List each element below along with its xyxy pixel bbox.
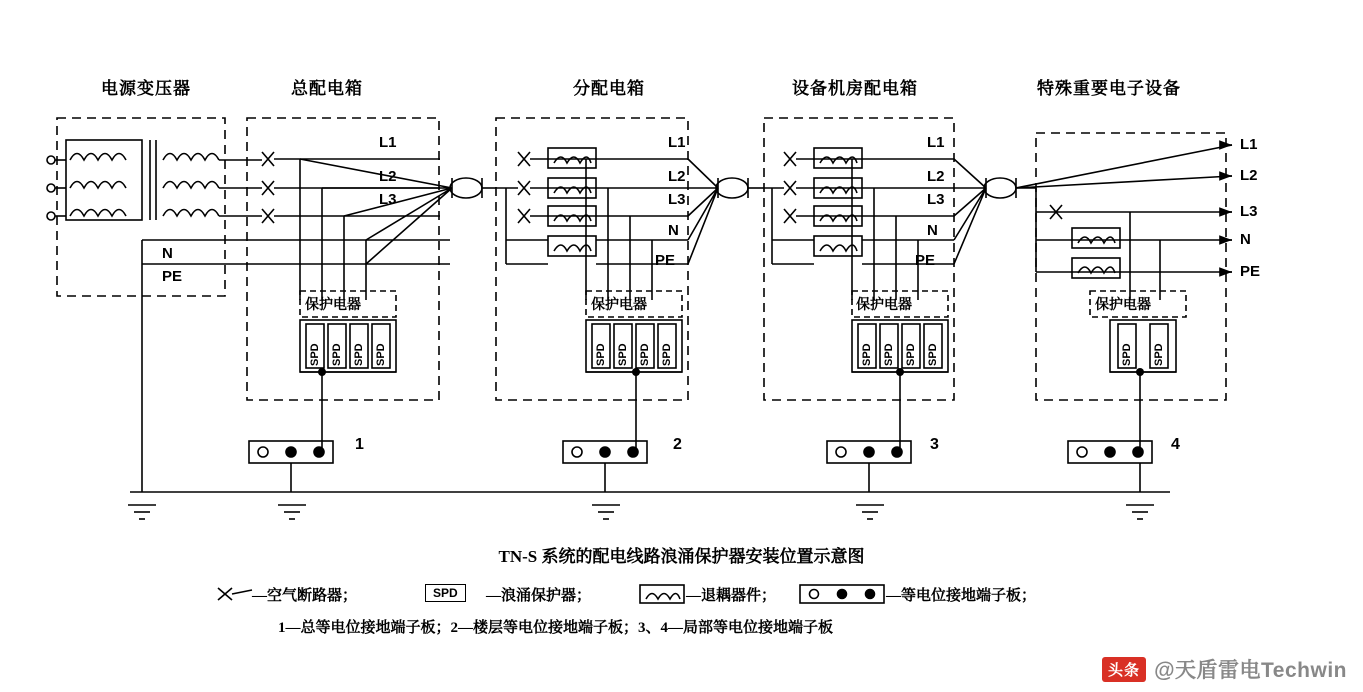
rail-label-l2-stage1: L2: [379, 168, 397, 185]
cable-coupler-2: [688, 159, 764, 264]
protector-label-3: 保护电器: [856, 296, 912, 312]
earth-bar-number-2: 2: [673, 436, 682, 453]
ground-symbol-1: [278, 505, 306, 519]
legend-decoupling-text: —退耦器件；: [686, 588, 777, 604]
earth-bar-2: [563, 441, 647, 492]
breaker-stage3: [784, 152, 954, 223]
spd-label-2-3: SPD: [639, 343, 651, 366]
spd-label-3-1: SPD: [861, 343, 873, 366]
rail-label-l1-stage1: L1: [379, 134, 397, 151]
legend-numbers-text: 1—总等电位接地端子板；2—楼层等电位接地端子板；3、4—局部等电位接地端子板: [278, 620, 834, 636]
header-transformer: 电源变压器: [101, 79, 191, 98]
decoupling-stage2: [548, 148, 596, 256]
legend-spd-text: —浪涌保护器；: [486, 588, 592, 604]
spd-label-1-2: SPD: [331, 343, 343, 366]
rail-label-l3-stage3: L3: [927, 191, 945, 208]
watermark-text: @天盾雷电Techwin: [1154, 659, 1347, 682]
header-main-distribution-box: 总配电箱: [291, 79, 363, 98]
rail-label-l1-stage2: L1: [668, 134, 686, 151]
spd-label-3-2: SPD: [883, 343, 895, 366]
legend-decoupling-symbol: [640, 585, 684, 603]
cable-coupler-1: [300, 159, 496, 264]
rail-label-l3-stage2: L3: [668, 191, 686, 208]
spd-rail-4: [1110, 320, 1176, 372]
rail-label-l3-stage1: L3: [379, 191, 397, 208]
protector-label-1: 保护电器: [305, 296, 361, 312]
earth-bar-number-1: 1: [355, 436, 364, 453]
rail-label-pe-stage1: PE: [162, 268, 183, 285]
rail-label-n-output: N: [1240, 231, 1251, 248]
ground-symbol-transformer: [128, 505, 156, 519]
rail-label-l1-output: L1: [1240, 136, 1258, 153]
legend-breaker-symbol: [218, 588, 252, 600]
watermark-badge: 头条: [1102, 657, 1146, 682]
rail-label-n-stage1: N: [162, 245, 173, 262]
spd-label-4-2: SPD: [1153, 343, 1165, 366]
rail-label-l2-stage2: L2: [668, 168, 686, 185]
rail-label-pe-output: PE: [1240, 263, 1261, 280]
spd-label-4-1: SPD: [1121, 343, 1133, 366]
ground-symbol-4: [1126, 505, 1154, 519]
ground-symbol-3: [856, 505, 884, 519]
rail-label-n-stage3: N: [927, 222, 938, 239]
legend-spd-box: SPD: [425, 584, 466, 602]
cable-coupler-3: [954, 159, 1036, 264]
legend-breaker-text: —空气断路器；: [252, 588, 358, 604]
spd-label-1-1: SPD: [309, 343, 321, 366]
earth-bar-1: [249, 441, 333, 492]
rail-label-pe-stage3: PE: [915, 252, 936, 269]
spd-label-2-1: SPD: [595, 343, 607, 366]
decoupling-stage3: [814, 148, 862, 256]
ground-symbol-2: [592, 505, 620, 519]
rail-label-l1-stage3: L1: [927, 134, 945, 151]
header-equipment-room-box: 设备机房配电箱: [792, 79, 918, 98]
enclosure-transformer: [57, 118, 225, 296]
spd-label-1-3: SPD: [353, 343, 365, 366]
spd-label-3-4: SPD: [927, 343, 939, 366]
legend-earthbar-text: —等电位接地端子板；: [886, 588, 1037, 604]
spd-label-3-3: SPD: [905, 343, 917, 366]
header-sub-distribution-box: 分配电箱: [573, 79, 645, 98]
enclosure-main-box: [247, 118, 439, 400]
spd-label-2-4: SPD: [661, 343, 673, 366]
figure-caption: TN-S 系统的配电线路浪涌保护器安装位置示意图: [498, 547, 865, 566]
spd-label-2-2: SPD: [617, 343, 629, 366]
watermark: [1102, 654, 1347, 684]
protector-label-4: 保护电器: [1095, 296, 1151, 312]
rail-label-n-stage2: N: [668, 222, 679, 239]
protector-label-2: 保护电器: [591, 296, 647, 312]
breaker-stage2: [518, 152, 688, 223]
earth-bar-number-3: 3: [930, 436, 939, 453]
decoupling-stage4: [1072, 228, 1120, 278]
earth-bar-number-4: 4: [1171, 436, 1180, 453]
rail-label-l2-stage3: L2: [927, 168, 945, 185]
earth-bar-3: [827, 441, 911, 492]
spd-label-1-4: SPD: [375, 343, 387, 366]
header-critical-equipment: 特殊重要电子设备: [1037, 79, 1181, 98]
legend-earthbar-symbol: [800, 585, 884, 603]
rail-label-pe-stage2: PE: [655, 252, 676, 269]
rail-label-l2-output: L2: [1240, 167, 1258, 184]
rail-label-l3-output: L3: [1240, 203, 1258, 220]
earth-bar-4: [1068, 441, 1152, 492]
